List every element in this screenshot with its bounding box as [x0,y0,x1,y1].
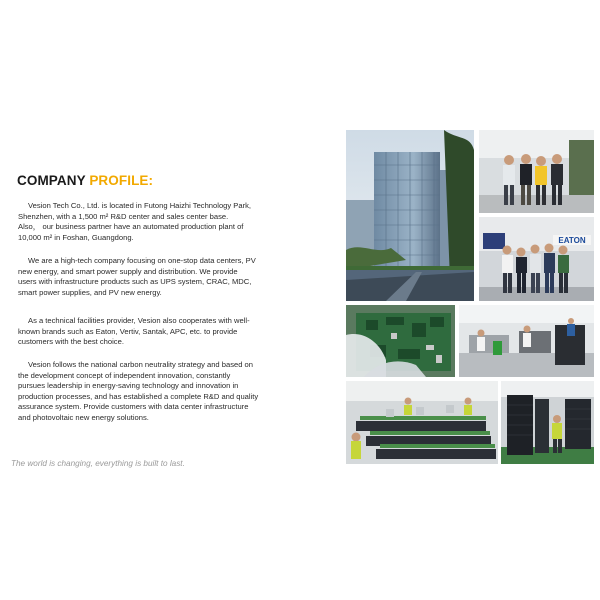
text-line: 10,000 m² in Foshan, Guangdong. [18,232,134,242]
text-line: Shenzhen, with a 1,500 m² R&D center and sales center base. [18,211,229,221]
text-line: production processes, and has established a complete R&D and quality [18,391,259,401]
text-line: and photovoltaic new energy solutions. [18,412,149,422]
text-line: Also， our business partner have an automated production plant of [18,222,244,232]
lab-photo [459,305,594,377]
paragraph-strategy [18,360,298,424]
production-line-photo [346,381,498,464]
text-line: As a technical facilities provider, Vesion also cooperates with well- [28,316,250,325]
eaton-visit-photo [479,217,594,301]
team-photo [479,130,594,213]
eaton-sign: EATON [558,236,586,245]
page-title [17,173,153,188]
text-line: Vesion Tech Co., Ltd. is located in Futong Haizhi Technology Park, [28,201,252,210]
text-line: known brands such as Eaton, Vertiv, Santak, APC, etc. to provide [18,326,238,336]
text-line: assurance system. Provide customers with data center infrastructure [18,402,249,412]
text-line: the development concept of independent innovation, constantly [18,370,231,380]
text-line: smart power supplies, and PV new energy. [18,287,162,297]
tagline: The world is changing, everything is built to last. [11,459,185,468]
paragraph-location [18,201,298,243]
text-line: users with infrastructure products such as UPS system, CRAC, MDC, [18,277,252,287]
circuit-board-photo [346,305,455,377]
text-line: new energy, and smart power supply and distribution. We provide [18,266,238,276]
text-line: We are a high-tech company focusing on one-stop data centers, PV [28,256,256,265]
cabinets-photo [501,381,594,464]
text-line: pursues leadership in energy-saving technology and innovation in [18,381,239,391]
title-company: COMPANY [17,173,90,188]
title-profile: PROFILE: [89,173,154,188]
text-line: Vesion follows the national carbon neutrality strategy and based on [28,360,254,369]
paragraph-business [18,256,298,298]
text-line: customers with the best choice. [18,337,124,347]
building-photo [346,130,474,301]
paragraph-partners [18,316,298,348]
